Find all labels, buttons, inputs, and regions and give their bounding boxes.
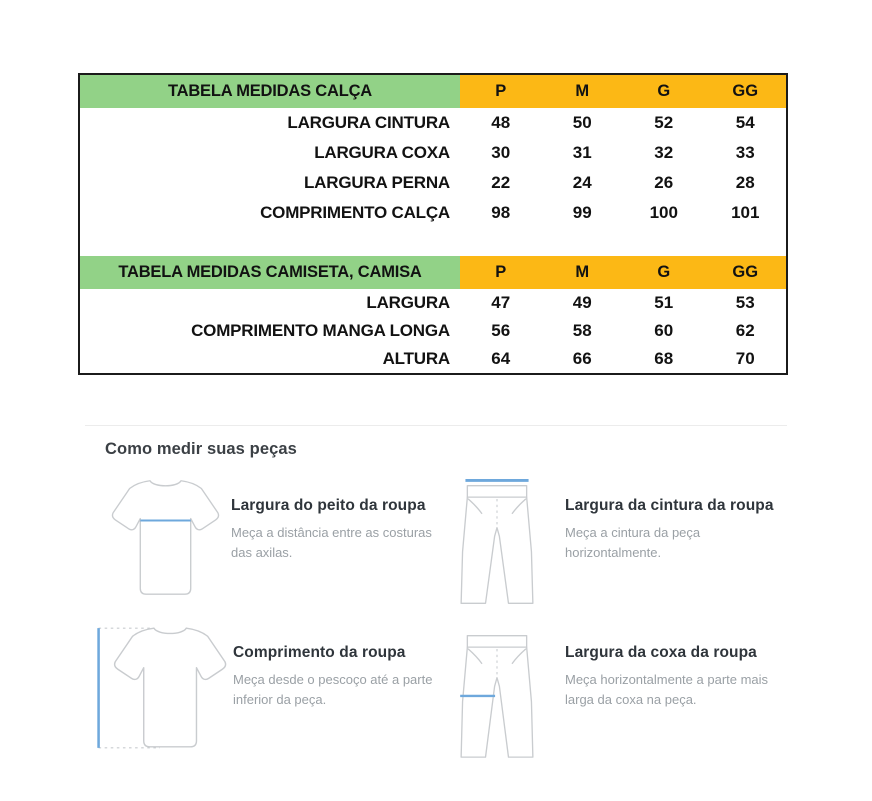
guide-item-title: Largura da coxa da roupa	[565, 644, 757, 661]
row-value: 68	[654, 349, 674, 368]
guide-text	[565, 612, 787, 759]
size-header-m: M	[542, 256, 624, 289]
guide-item-title: Largura da cintura da roupa	[565, 497, 774, 514]
row-value: 58	[572, 321, 592, 340]
row-value: 54	[735, 113, 755, 132]
guide-item-title: Comprimento da roupa	[233, 644, 406, 661]
row-label: LARGURA	[366, 293, 450, 312]
row-value: 26	[654, 173, 674, 192]
pants-size-table	[80, 75, 786, 228]
table-row	[80, 317, 786, 345]
tshirt-chest-icon	[85, 465, 231, 612]
guide-item-description: Meça horizontalmente a parte mais larga da coxa na peça.	[565, 672, 769, 708]
table-row	[80, 345, 786, 373]
shirt-table-title: TABELA MEDIDAS CAMISETA, CAMISA	[80, 256, 460, 289]
table-row	[80, 138, 786, 168]
guide-text	[231, 465, 441, 612]
shirt-size-table	[80, 256, 786, 373]
size-header-gg: GG	[705, 256, 787, 289]
pants-thigh-icon	[441, 612, 565, 759]
row-label: LARGURA CINTURA	[287, 113, 450, 132]
row-value: 98	[491, 203, 511, 222]
row-value: 100	[649, 203, 678, 222]
row-label: LARGURA PERNA	[304, 173, 450, 192]
row-value: 56	[491, 321, 511, 340]
row-value: 47	[491, 293, 511, 312]
table-row	[80, 198, 786, 228]
size-header-g: G	[623, 75, 705, 108]
table-row	[80, 168, 786, 198]
row-value: 48	[491, 113, 511, 132]
guide-text	[565, 465, 787, 612]
row-label: ALTURA	[382, 349, 450, 368]
pants-table-title: TABELA MEDIDAS CALÇA	[80, 75, 460, 108]
row-value: 99	[572, 203, 592, 222]
row-value: 70	[735, 349, 755, 368]
guide-item-title: Largura do peito da roupa	[231, 497, 426, 514]
guide-item-waist-width	[441, 465, 787, 612]
row-value: 30	[491, 143, 511, 162]
row-value: 64	[491, 349, 511, 368]
tables-gap	[80, 228, 786, 256]
guide-item-description: Meça desde o pescoço até a parte inferior da peça.	[233, 672, 433, 708]
row-value: 50	[572, 113, 592, 132]
guide-heading: Como medir suas peças	[105, 440, 297, 458]
guide-text	[233, 612, 441, 759]
size-tables-box	[78, 73, 788, 375]
guide-item-description: Meça a cintura da peça horizontalmente.	[565, 525, 701, 561]
row-label: LARGURA COXA	[314, 143, 450, 162]
pants-waist-icon	[441, 465, 565, 612]
row-value: 31	[572, 143, 592, 162]
row-value: 53	[735, 293, 755, 312]
table-row	[80, 289, 786, 317]
row-value: 22	[491, 173, 511, 192]
table-row	[80, 108, 786, 138]
tshirt-length-icon	[85, 612, 233, 759]
row-value: 24	[572, 173, 592, 192]
row-value: 52	[654, 113, 674, 132]
row-value: 62	[735, 321, 755, 340]
size-header-gg: GG	[705, 75, 787, 108]
row-label: COMPRIMENTO CALÇA	[260, 203, 450, 222]
row-value: 60	[654, 321, 674, 340]
shirt-table-header	[80, 256, 786, 289]
guide-item-description: Meça a distância entre as costuras das axilas.	[231, 525, 432, 561]
guide-item-chest-width	[85, 465, 441, 612]
row-value: 32	[654, 143, 674, 162]
row-label: COMPRIMENTO MANGA LONGA	[191, 321, 450, 340]
guide-grid	[85, 465, 787, 759]
guide-item-thigh-width	[441, 612, 787, 759]
guide-item-length	[85, 612, 441, 759]
size-header-m: M	[542, 75, 624, 108]
size-header-p: P	[460, 256, 542, 289]
row-value: 28	[735, 173, 755, 192]
row-value: 49	[572, 293, 592, 312]
size-header-p: P	[460, 75, 542, 108]
size-header-g: G	[623, 256, 705, 289]
measure-guide	[85, 425, 787, 795]
pants-table-header	[80, 75, 786, 108]
row-value: 51	[654, 293, 674, 312]
row-value: 33	[735, 143, 755, 162]
row-value: 66	[572, 349, 592, 368]
row-value: 101	[731, 203, 760, 222]
